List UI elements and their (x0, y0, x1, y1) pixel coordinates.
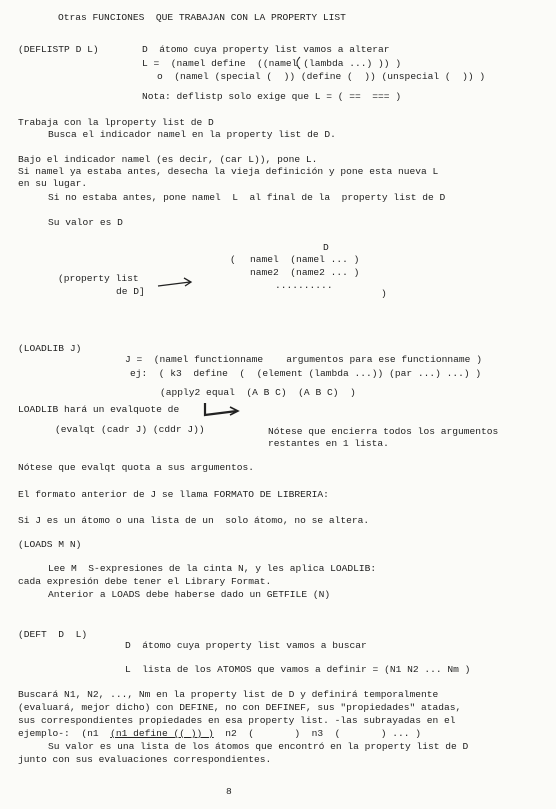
diagram-open-paren: ( (230, 254, 236, 265)
deflistp-l-line2: o (namel (special ( )) (define ( )) (unspecial ( )) ) (157, 71, 486, 82)
deft-l-desc: L lista de los ATOMOS que vamos a definir = (N1 N2 ... Nm ) (125, 664, 471, 675)
diagram-plist-label-2: de D] (116, 286, 145, 297)
diagram-close-paren: ) (381, 288, 387, 299)
deft-p-line2: (evaluará, mejor dicho) con DEFINE, no con DEFINEF, sus "propiedades" atadas, (18, 702, 462, 713)
diagram-plist-label-1: (property list (58, 273, 139, 284)
deflistp-signature: (DEFLISTP D L) (18, 44, 99, 55)
diagram-row2: name2 (name2 ... ) (250, 267, 360, 278)
loadlib-evalqt: (evalqt (cadr J) (cddr J)) (55, 424, 205, 435)
deft-signature: (DEFT D L) (18, 629, 88, 640)
deflistp-nota: Nota: deflistp solo exige que L = ( == === ) (142, 91, 402, 102)
deft-v-line1: Su valor es una lista de los átomos que encontró en la property list de D (48, 741, 469, 752)
deft-example-underlined: (n1 define (( )) ) (110, 728, 214, 739)
deft-p-line4 (18, 729, 421, 739)
loadlib-j-line1: J = (namel functionname argumentos para ese functionname ) (125, 354, 482, 365)
loadlib-p-formato: El formato anterior de J se llama FORMATO DE LIBRERIA: (18, 489, 329, 500)
loads-line3: Anterior a LOADS debe haberse dado un GETFILE (N) (48, 589, 331, 600)
loadlib-p-atomo: Si J es un átomo o una lista de un solo átomo, no se altera. (18, 515, 370, 526)
deflistp-l-line1: L = (namel define ((namel (lambda ...) )) ) (142, 58, 402, 69)
deflistp-p2-line2: Si namel ya estaba antes, desecha la vieja definición y pone esta nueva L (18, 166, 439, 177)
deft-v-line2: junto con sus evaluaciones correspondientes. (18, 754, 272, 765)
deflistp-p2-line3: en su lugar. (18, 178, 88, 189)
page-title: Otras FUNCIONES QUE TRABAJAN CON LA PROPERTY LIST (58, 12, 346, 23)
diagram-row1: namel (namel ... ) (250, 254, 360, 265)
loads-signature: (LOADS M N) (18, 539, 82, 550)
loadlib-signature: (LOADLIB J) (18, 343, 82, 354)
loadlib-desc: LOADLIB hará un evalquote de (18, 404, 180, 415)
loadlib-j-line3: (apply2 equal (A B C) (A B C) ) (160, 387, 356, 398)
loadlib-p-quota: Nótese que evalqt quota a sus argumentos. (18, 462, 255, 473)
loadlib-j-line2: ej: ( k3 define ( (element (lambda ...)) (par ...) ...) ) (130, 368, 482, 379)
diagram-dots: .......... (275, 280, 333, 291)
deflistp-d-desc: D átomo cuya property list vamos a alterar (142, 44, 390, 55)
deft-d-desc: D átomo cuya property list vamos a buscar (125, 640, 367, 651)
deft-p-line1: Buscará N1, N2, ..., Nm en la property list de D y definirá temporalmente (18, 689, 439, 700)
loadlib-note-1: Nótese que encierra todos los argumentos (268, 426, 499, 437)
loads-line2: cada expresión debe tener el Library Format. (18, 576, 272, 587)
deflistp-p1-line2: Busca el indicador namel en la property list de D. (48, 129, 336, 140)
deft-example-rest: n2 ( ) n3 ( ) ... ) (213, 728, 422, 739)
diagram-d-label: D (323, 242, 329, 253)
deft-p-line3: sus correspondientes propiedades en esa property list. -las subrayadas en el (18, 715, 456, 726)
deflistp-p1-line1: Trabaja con la lproperty list de D (18, 117, 214, 128)
loadlib-note-2: restantes en 1 lista. (268, 438, 389, 449)
deflistp-p2-line1: Bajo el indicador namel (es decir, (car L)), pone L. (18, 154, 318, 165)
loads-line1: Lee M S-expresiones de la cinta N, y les aplica LOADLIB: (48, 563, 377, 574)
deflistp-p2-line4: Si no estaba antes, pone namel L al final de la property list de D (48, 192, 446, 203)
page-number: 8 (226, 786, 232, 797)
deflistp-valor: Su valor es D (48, 217, 123, 228)
deft-example-prefix: ejemplo-: (n1 (18, 728, 111, 739)
